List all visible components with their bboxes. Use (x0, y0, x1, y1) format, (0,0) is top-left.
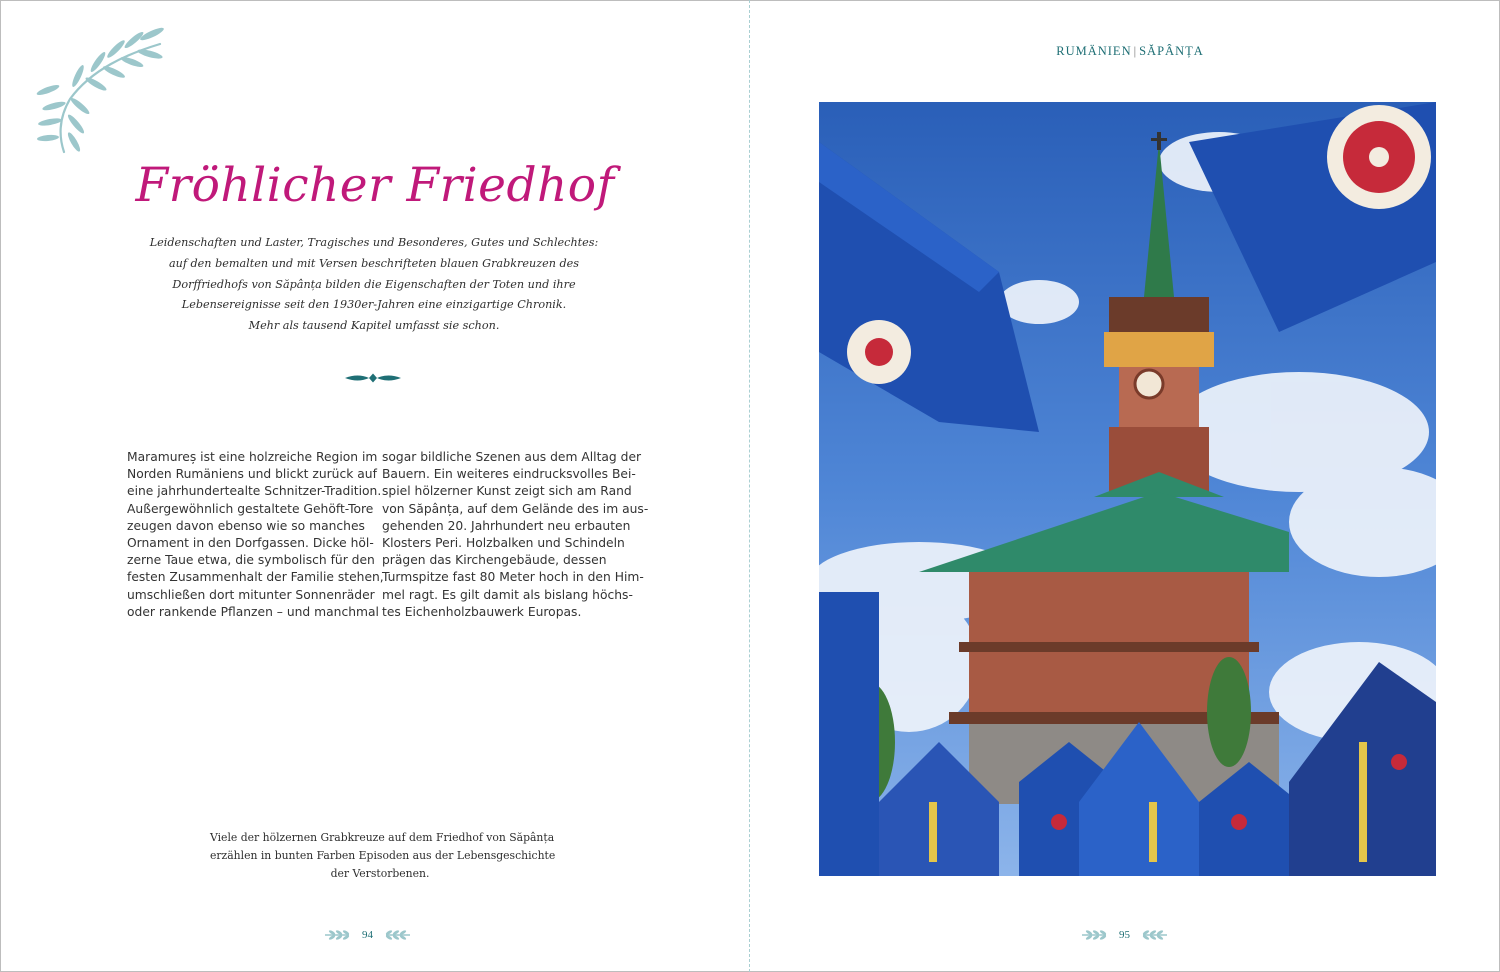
leaf-left-icon (324, 929, 350, 941)
spread-gutter (749, 0, 750, 972)
intro-line: Lebensereignisse seit den 1930er-Jahren eine einzigartige Chronik. (181, 298, 567, 312)
running-head (1040, 44, 1220, 59)
body-line: Klosters Peri. Holzbalken und Schindeln (382, 536, 625, 551)
olive-branch-icon (32, 24, 172, 159)
folio-left (324, 927, 411, 943)
body-line: zerne Taue etwa, die symbolisch für den (127, 553, 375, 568)
body-line: Turmspitze fast 80 Meter hoch in den Him- (382, 570, 644, 585)
intro-line: auf den bemalten und mit Versen beschrifteten blauen Grabkreuzen des (168, 256, 580, 270)
photo-caption (210, 829, 556, 882)
body-column-left (127, 449, 384, 621)
leaf-left-icon (1081, 929, 1107, 941)
body-line: prägen das Kirchengebäude, dessen (382, 553, 607, 568)
caption-line: Viele der hölzernen Grabkreuze auf dem Friedhof von Săpânța (210, 831, 555, 844)
body-line: tes Eichenholzbauwerk Europas. (382, 604, 582, 619)
body-line: Außergewöhnlich gestaltete Gehöft-Tore (127, 501, 374, 516)
intro-line: Dorffriedhofs von Săpânța bilden die Eigenschaften der Toten und ihre (172, 277, 576, 291)
body-line: von Săpânța, auf dem Gelände des im aus- (382, 501, 649, 516)
body-line: umschließen dort mitunter Sonnenräder (127, 587, 375, 602)
running-head-place: SĂPÂNȚA (1139, 44, 1204, 58)
leaf-right-icon (1142, 929, 1168, 941)
body-line: zeugen davon ebenso wie so manches (127, 518, 365, 533)
divider-ornament-icon (344, 372, 402, 384)
body-line: gehenden 20. Jahrhundert neu erbauten (382, 518, 631, 533)
body-line: oder rankende Pflanzen – und manchmal (127, 604, 379, 619)
church-photo (819, 102, 1436, 876)
page-title: Fröhlicher Friedhof (135, 158, 615, 213)
running-head-separator: | (1133, 44, 1138, 58)
body-line: eine jahrhundertealte Schnitzer-Tradition. (127, 484, 382, 499)
body-line: Norden Rumäniens und blickt zurück auf (127, 467, 377, 482)
intro-paragraph (140, 233, 608, 337)
body-line: festen Zusammenhalt der Familie stehen, (127, 570, 384, 585)
page-number: 95 (1119, 929, 1130, 941)
intro-line: Mehr als tausend Kapitel umfasst sie schon. (248, 319, 500, 333)
leaf-right-icon (385, 929, 411, 941)
body-line: Bauern. Ein weiteres eindrucksvolles Bei- (382, 467, 636, 482)
body-line: mel ragt. Es gilt damit als bislang höchs- (382, 587, 633, 602)
folio-right (1081, 927, 1168, 943)
body-line: spiel hölzerner Kunst zeigt sich am Rand (382, 484, 632, 499)
running-head-country: RUMÄNIEN (1056, 44, 1132, 58)
body-line: sogar bildliche Szenen aus dem Alltag der (382, 450, 642, 464)
body-line: Ornament in den Dorfgassen. Dicke höl- (127, 536, 374, 551)
caption-line: erzählen in bunten Farben Episoden aus der Lebensgeschichte (210, 848, 556, 862)
caption-line: der Verstorbenen. (330, 866, 430, 880)
body-line: Maramureș ist eine holzreiche Region im (127, 450, 378, 464)
body-column-right (382, 449, 649, 621)
page-number: 94 (362, 929, 373, 941)
intro-line: Leidenschaften und Laster, Tragisches und Besonderes, Gutes und Schlechtes: (149, 236, 599, 249)
